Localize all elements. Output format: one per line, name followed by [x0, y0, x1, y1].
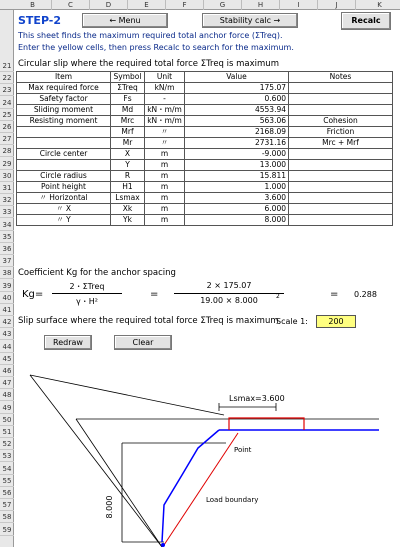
row-header-55[interactable]: 55 — [0, 476, 14, 487]
kg-square: 2 — [276, 293, 280, 300]
row-header-45[interactable]: 45 — [0, 354, 14, 365]
row-header-40[interactable]: 40 — [0, 293, 14, 304]
table-row — [17, 116, 393, 127]
scale-input[interactable]: 200 — [316, 315, 356, 328]
radius-line-1 — [30, 375, 162, 547]
intro-line-2: Enter the yellow cells, then press Recalc to search for the maximum. — [18, 43, 294, 52]
table-cell-item: Circle radius — [17, 171, 111, 182]
column-header-e[interactable]: E — [128, 0, 166, 10]
row-header-59[interactable]: 59 — [0, 525, 14, 536]
row-header-49[interactable]: 49 — [0, 403, 14, 414]
row-header-58[interactable]: 58 — [0, 512, 14, 523]
intro-line-1: This sheet finds the maximum required total anchor force (ΣTreq). — [18, 31, 283, 40]
row-header-36[interactable]: 36 — [0, 244, 14, 255]
table-cell-note: Mrc + Mrf — [289, 138, 393, 149]
row-header-39[interactable]: 39 — [0, 281, 14, 292]
column-header-d[interactable]: D — [90, 0, 128, 10]
row-header-bar — [0, 10, 14, 547]
slip-surface — [162, 430, 219, 542]
table-cell-sym: Xk — [111, 204, 145, 215]
table-cell-val: 1.000 — [185, 182, 289, 193]
row-header-57[interactable]: 57 — [0, 500, 14, 511]
table-header-cell: Item — [17, 72, 111, 83]
slip-diagram — [14, 355, 400, 547]
table-row — [17, 138, 393, 149]
table-cell-note — [289, 171, 393, 182]
column-header-k[interactable]: K — [356, 0, 400, 10]
table-cell-item — [17, 160, 111, 171]
row-header-23[interactable]: 23 — [0, 85, 14, 96]
table-cell-item: Sliding moment — [17, 105, 111, 116]
row-header-21[interactable]: 21 — [0, 61, 14, 72]
table-cell-unit: m — [145, 193, 185, 204]
table-cell-item: 〃 X — [17, 204, 111, 215]
table-row — [17, 149, 393, 160]
table-cell-item: Point height — [17, 182, 111, 193]
table-cell-sym: Lsmax — [111, 193, 145, 204]
row-header-33[interactable]: 33 — [0, 207, 14, 218]
table-cell-val: 563.06 — [185, 116, 289, 127]
lsmax-label: Lsmax=3.600 — [229, 394, 285, 403]
section2-heading: Coefficient Kg for the anchor spacing — [18, 268, 176, 278]
table-cell-val: 2731.16 — [185, 138, 289, 149]
table-cell-note: Cohesion — [289, 116, 393, 127]
table-cell-val: 15.811 — [185, 171, 289, 182]
column-header-i[interactable]: I — [280, 0, 318, 10]
table-row — [17, 215, 393, 226]
column-header-h[interactable]: H — [242, 0, 280, 10]
redraw-button[interactable]: Redraw — [44, 335, 92, 350]
table-cell-sym: Mr — [111, 138, 145, 149]
column-header-g[interactable]: G — [204, 0, 242, 10]
row-header-35[interactable]: 35 — [0, 232, 14, 243]
table-cell-item: Safety factor — [17, 94, 111, 105]
table-cell-note — [289, 83, 393, 94]
table-cell-val: 2168.09 — [185, 127, 289, 138]
table-row — [17, 204, 393, 215]
table-row — [17, 127, 393, 138]
load-boundary-line — [164, 433, 238, 545]
scale-label: Scale 1: — [276, 317, 308, 326]
row-header-46[interactable]: 46 — [0, 366, 14, 377]
section3-heading: Slip surface where the required total force ΣTreq is maximum — [18, 316, 279, 326]
row-header-54[interactable]: 54 — [0, 464, 14, 475]
row-header-47[interactable]: 47 — [0, 378, 14, 389]
kg-result: 0.288 — [354, 290, 377, 299]
row-header-31[interactable]: 31 — [0, 183, 14, 194]
table-cell-unit: m — [145, 160, 185, 171]
column-header-j[interactable]: J — [318, 0, 356, 10]
page-title: STEP-2 — [18, 14, 62, 27]
table-cell-note: Friction — [289, 127, 393, 138]
row-header-37[interactable]: 37 — [0, 256, 14, 267]
row-header-32[interactable]: 32 — [0, 195, 14, 206]
table-cell-unit: kN/m — [145, 83, 185, 94]
table-row — [17, 94, 393, 105]
table-cell-unit: 〃 — [145, 138, 185, 149]
table-row — [17, 193, 393, 204]
row-header-30[interactable]: 30 — [0, 171, 14, 182]
row-header-28[interactable]: 28 — [0, 146, 14, 157]
table-cell-val: 8.000 — [185, 215, 289, 226]
height-label: 8.000 — [105, 495, 114, 519]
table-cell-item: Max required force — [17, 83, 111, 94]
column-header-f[interactable]: F — [166, 0, 204, 10]
table-row — [17, 171, 393, 182]
kg-numerator: 2・ΣTreq — [69, 282, 105, 291]
table-cell-val: 6.000 — [185, 204, 289, 215]
column-header-c[interactable]: C — [52, 0, 90, 10]
table-header-cell: Symbol — [111, 72, 145, 83]
kg-equals-2: = — [330, 289, 339, 300]
kg-denominator-value: 19.00 × 8.000 — [200, 296, 258, 305]
row-header-42[interactable]: 42 — [0, 317, 14, 328]
kg-denominator: γ・H² — [76, 297, 98, 306]
table-row — [17, 182, 393, 193]
table-header-cell: Notes — [289, 72, 393, 83]
row-header-38[interactable]: 38 — [0, 268, 14, 279]
row-header-53[interactable]: 53 — [0, 451, 14, 462]
next-calc-button[interactable]: Stability calc → — [202, 13, 298, 28]
table-cell-unit: m — [145, 182, 185, 193]
table-cell-item: 〃 Y — [17, 215, 111, 226]
table-cell-unit: 〃 — [145, 127, 185, 138]
table-cell-unit: kN・m/m — [145, 116, 185, 127]
row-header-24[interactable]: 24 — [0, 98, 14, 109]
table-cell-sym: Y — [111, 160, 145, 171]
table-cell-note — [289, 105, 393, 116]
table-cell-unit: m — [145, 215, 185, 226]
table-cell-note — [289, 182, 393, 193]
table-cell-item — [17, 138, 111, 149]
row-header-29[interactable]: 29 — [0, 159, 14, 170]
table-cell-sym: ΣTreq — [111, 83, 145, 94]
table-cell-sym: H1 — [111, 182, 145, 193]
row-header-50[interactable]: 50 — [0, 415, 14, 426]
row-header-52[interactable]: 52 — [0, 439, 14, 450]
kg-value-line — [174, 293, 284, 294]
recalc-button[interactable]: Recalc — [341, 12, 391, 30]
results-table — [16, 71, 393, 226]
table-cell-sym: Fs — [111, 94, 145, 105]
column-header-bar — [0, 0, 400, 10]
worksheet — [14, 10, 400, 547]
row-header-26[interactable]: 26 — [0, 122, 14, 133]
point-label: Point — [234, 446, 252, 454]
kg-equals: = — [150, 289, 159, 300]
row-header-34[interactable]: 34 — [0, 220, 14, 231]
toe-point — [161, 543, 165, 547]
table-cell-note — [289, 94, 393, 105]
row-header-22[interactable]: 22 — [0, 73, 14, 84]
radius-line-2 — [30, 375, 224, 415]
table-cell-note — [289, 193, 393, 204]
table-cell-unit: m — [145, 204, 185, 215]
table-cell-val: 13.000 — [185, 160, 289, 171]
slope-line — [76, 419, 162, 547]
table-cell-item: Circle center — [17, 149, 111, 160]
table-cell-sym: X — [111, 149, 145, 160]
table-cell-val: 175.07 — [185, 83, 289, 94]
row-header-41[interactable]: 41 — [0, 305, 14, 316]
anchor-zone — [229, 418, 304, 430]
row-header-48[interactable]: 48 — [0, 390, 14, 401]
table-cell-val: 4553.94 — [185, 105, 289, 116]
table-row — [17, 105, 393, 116]
column-header-b[interactable]: B — [14, 0, 52, 10]
row-header-43[interactable]: 43 — [0, 329, 14, 340]
table-row — [17, 160, 393, 171]
clear-button[interactable]: Clear — [114, 335, 172, 350]
table-cell-item — [17, 127, 111, 138]
row-header-25[interactable]: 25 — [0, 110, 14, 121]
table-cell-unit: m — [145, 149, 185, 160]
table-cell-sym: R — [111, 171, 145, 182]
table-cell-note — [289, 215, 393, 226]
row-header-27[interactable]: 27 — [0, 134, 14, 145]
table-cell-unit: kN・m/m — [145, 105, 185, 116]
table-cell-note — [289, 149, 393, 160]
row-header-56[interactable]: 56 — [0, 488, 14, 499]
table-header-cell: Unit — [145, 72, 185, 83]
table-cell-item: 〃 Horizontal — [17, 193, 111, 204]
table-cell-val: 3.600 — [185, 193, 289, 204]
table-cell-sym: Yk — [111, 215, 145, 226]
table-cell-note — [289, 204, 393, 215]
kg-fraction-line — [52, 293, 122, 294]
section1-heading: Circular slip where the required total force ΣTreq is maximum — [18, 59, 279, 69]
table-cell-val: 0.600 — [185, 94, 289, 105]
table-cell-sym: Md — [111, 105, 145, 116]
table-cell-sym: Mrc — [111, 116, 145, 127]
kg-label: Kg= — [22, 289, 44, 300]
table-cell-note — [289, 160, 393, 171]
menu-button[interactable]: ← Menu — [82, 13, 168, 28]
table-header-row — [17, 72, 393, 83]
load-label: Load boundary — [206, 496, 259, 504]
table-cell-unit: m — [145, 171, 185, 182]
table-cell-sym: Mrf — [111, 127, 145, 138]
table-header-cell: Value — [185, 72, 289, 83]
table-cell-val: -9.000 — [185, 149, 289, 160]
table-row — [17, 83, 393, 94]
row-header-51[interactable]: 51 — [0, 427, 14, 438]
table-cell-item: Resisting moment — [17, 116, 111, 127]
table-cell-unit: - — [145, 94, 185, 105]
kg-numerator-value: 2 × 175.07 — [206, 281, 252, 290]
row-header-44[interactable]: 44 — [0, 342, 14, 353]
